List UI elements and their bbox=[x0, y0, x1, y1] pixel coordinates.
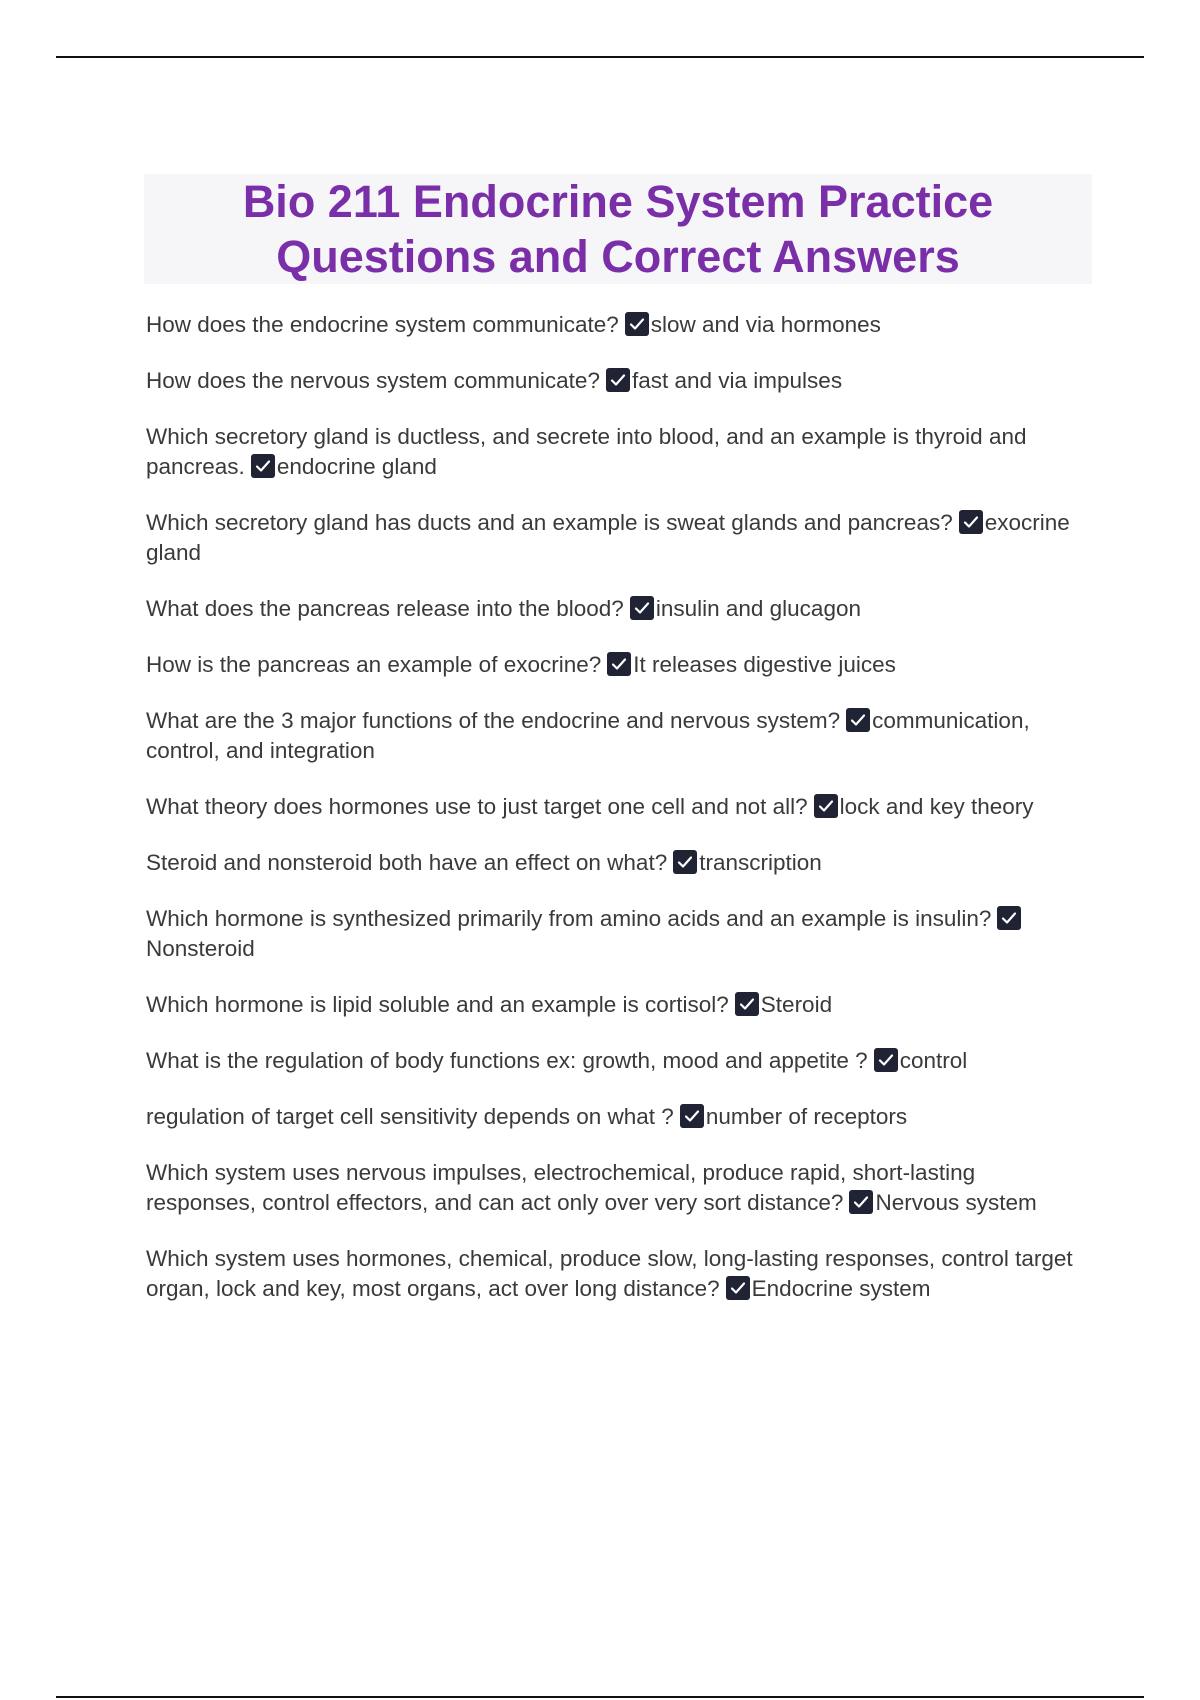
qa-item bbox=[146, 904, 1086, 964]
answer-text: slow and via hormones bbox=[650, 312, 881, 337]
checkmark-box-icon bbox=[814, 794, 838, 818]
question-text: Which system uses hormones, chemical, produce slow, long-lasting responses, control target organ, lock and key, most organs, act over long distance? bbox=[146, 1246, 1073, 1301]
qa-item bbox=[146, 1244, 1086, 1304]
answer-text: communication, control, and integration bbox=[146, 708, 1030, 763]
qa-item bbox=[146, 366, 1086, 396]
bottom-divider bbox=[56, 1696, 1144, 1698]
qa-item bbox=[146, 792, 1086, 822]
answer-text: exocrine gland bbox=[146, 510, 1070, 565]
answer-text: Steroid bbox=[760, 992, 833, 1017]
qa-item bbox=[146, 1046, 1086, 1076]
qa-item bbox=[146, 848, 1086, 878]
qa-item bbox=[146, 310, 1086, 340]
question-text: Which system uses nervous impulses, electrochemical, produce rapid, short-lasting responses, control effectors, and can act only over very sort distance? bbox=[146, 1160, 976, 1215]
checkmark-box-icon bbox=[625, 312, 649, 336]
title-line-2: Questions and Correct Answers bbox=[276, 231, 960, 282]
answer-text: number of receptors bbox=[705, 1104, 908, 1129]
answer-text: endocrine gland bbox=[276, 454, 437, 479]
answer-text: lock and key theory bbox=[839, 794, 1034, 819]
question-text: What does the pancreas release into the blood? bbox=[146, 596, 624, 621]
question-text: How does the endocrine system communicate? bbox=[146, 312, 619, 337]
checkmark-box-icon bbox=[607, 652, 631, 676]
question-text: Which secretory gland is ductless, and secrete into blood, and an example is thyroid and pancreas. bbox=[146, 424, 1027, 479]
qa-item bbox=[146, 706, 1086, 766]
checkmark-box-icon bbox=[874, 1048, 898, 1072]
checkmark-box-icon bbox=[735, 992, 759, 1016]
qa-item bbox=[146, 650, 1086, 680]
checkmark-box-icon bbox=[997, 906, 1021, 930]
checkmark-box-icon bbox=[846, 708, 870, 732]
qa-list bbox=[146, 310, 1086, 1330]
answer-text: transcription bbox=[699, 850, 822, 875]
checkmark-box-icon bbox=[726, 1276, 750, 1300]
question-text: What is the regulation of body functions ex: growth, mood and appetite ? bbox=[146, 1048, 868, 1073]
checkmark-box-icon bbox=[959, 510, 983, 534]
question-text: Which hormone is lipid soluble and an example is cortisol? bbox=[146, 992, 729, 1017]
answer-text: Nervous system bbox=[875, 1190, 1037, 1215]
qa-item bbox=[146, 1158, 1086, 1218]
qa-item bbox=[146, 990, 1086, 1020]
answer-text: fast and via impulses bbox=[631, 368, 843, 393]
qa-item bbox=[146, 1102, 1086, 1132]
checkmark-box-icon bbox=[680, 1104, 704, 1128]
checkmark-box-icon bbox=[673, 850, 697, 874]
question-text: Which secretory gland has ducts and an example is sweat glands and pancreas? bbox=[146, 510, 953, 535]
checkmark-box-icon bbox=[849, 1190, 873, 1214]
qa-item bbox=[146, 594, 1086, 624]
top-divider bbox=[56, 56, 1144, 58]
checkmark-box-icon bbox=[606, 368, 630, 392]
question-text: What theory does hormones use to just target one cell and not all? bbox=[146, 794, 808, 819]
question-text: Which hormone is synthesized primarily from amino acids and an example is insulin? bbox=[146, 906, 992, 931]
answer-text: insulin and glucagon bbox=[655, 596, 861, 621]
question-text: How does the nervous system communicate? bbox=[146, 368, 600, 393]
page-title bbox=[243, 174, 993, 284]
answer-text: It releases digestive juices bbox=[633, 652, 896, 677]
answer-text: Endocrine system bbox=[751, 1276, 931, 1301]
answer-text: Nonsteroid bbox=[146, 936, 255, 961]
qa-item bbox=[146, 422, 1086, 482]
question-text: How is the pancreas an example of exocrine? bbox=[146, 652, 602, 677]
title-line-1: Bio 211 Endocrine System Practice bbox=[242, 176, 994, 227]
question-text: What are the 3 major functions of the endocrine and nervous system? bbox=[146, 708, 841, 733]
qa-item bbox=[146, 508, 1086, 568]
question-text: regulation of target cell sensitivity depends on what ? bbox=[146, 1104, 674, 1129]
checkmark-box-icon bbox=[251, 454, 275, 478]
checkmark-box-icon bbox=[630, 596, 654, 620]
question-text: Steroid and nonsteroid both have an effect on what? bbox=[146, 850, 668, 875]
title-banner bbox=[144, 174, 1092, 284]
answer-text: control bbox=[899, 1048, 968, 1073]
